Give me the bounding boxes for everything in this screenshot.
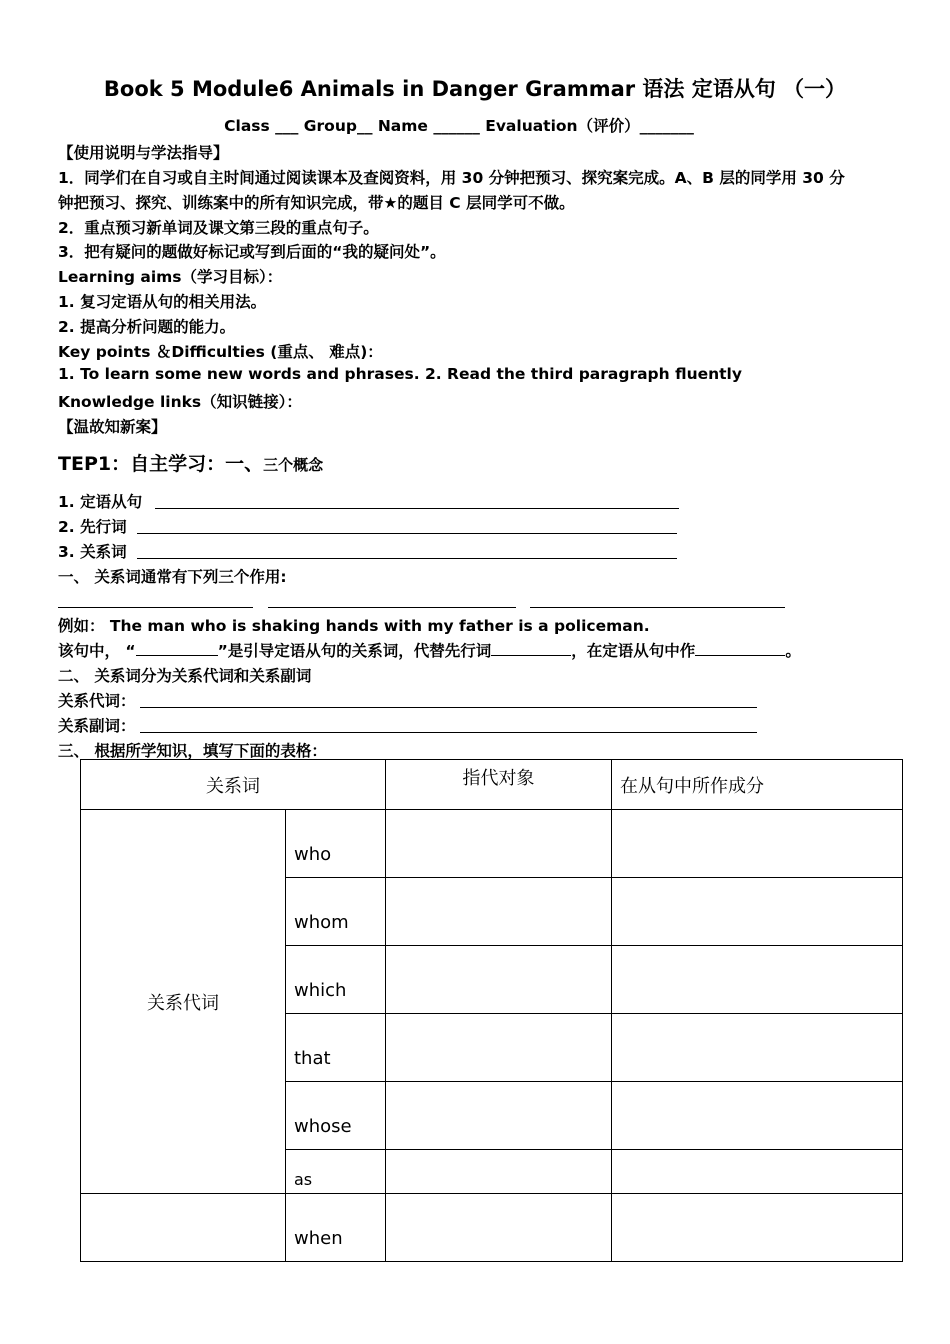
table-row-as: as	[286, 1150, 386, 1194]
relative-adverb-label: 关系副词：	[58, 717, 136, 735]
function-cell[interactable]	[612, 1082, 903, 1150]
concept-1-blank[interactable]	[155, 508, 679, 509]
antecedent-blank[interactable]	[491, 641, 571, 656]
section3-heading: 三、 根据所学知识，填写下面的表格：	[58, 742, 327, 760]
analysis-sentence	[58, 639, 801, 661]
function-cell[interactable]	[612, 1194, 903, 1262]
key-points-heading: Key points ＆Difficulties (重点、 难点)：	[58, 343, 383, 361]
function-blank-3[interactable]	[530, 607, 785, 608]
example-sentence: 例如： The man who is shaking hands with my father is a policeman.	[58, 617, 650, 635]
header-referent: 指代对象	[386, 760, 612, 810]
concept-3-blank[interactable]	[137, 558, 677, 559]
function-blank[interactable]	[695, 641, 785, 656]
guide-item-2: 2．重点预习新单词及课文第三段的重点句子。	[58, 219, 379, 237]
relative-pronoun-group-label: 关系代词	[81, 810, 286, 1194]
relative-adverb-blank[interactable]	[140, 732, 757, 733]
aims-heading: Learning aims（学习目标）：	[58, 268, 283, 286]
table-row-when: when	[286, 1194, 386, 1262]
guide-item-3: 3．把有疑问的题做好标记或写到后面的“我的疑问处”。	[58, 243, 446, 261]
analysis-part-c: ，在定语从句中作	[571, 642, 696, 660]
aims-item-1: 1. 复习定语从句的相关用法。	[58, 293, 267, 311]
step1-main: TEP1：自主学习：一、	[58, 453, 264, 475]
analysis-part-a: 该句中， “	[58, 642, 136, 660]
function-cell[interactable]	[612, 810, 903, 878]
referent-cell[interactable]	[386, 1150, 612, 1194]
function-cell[interactable]	[612, 1014, 903, 1082]
table-row	[81, 810, 903, 878]
referent-cell[interactable]	[386, 1014, 612, 1082]
table-row-who: who	[286, 810, 386, 878]
step1-heading	[58, 449, 323, 476]
header-function: 在从句中所作成分	[612, 760, 903, 810]
page-title: Book 5 Module6 Animals in Danger Grammar 语法 定语从句 （一）	[103, 77, 847, 101]
concept-3: 3. 关系词	[58, 543, 127, 561]
guide-heading: 【使用说明与学法指导】	[58, 144, 229, 162]
relative-word-blank[interactable]	[136, 641, 218, 656]
referent-cell[interactable]	[386, 1194, 612, 1262]
referent-cell[interactable]	[386, 810, 612, 878]
table-row-whom: whom	[286, 878, 386, 946]
analysis-part-d: 。	[785, 642, 801, 660]
concept-2: 2. 先行词	[58, 518, 127, 536]
table-row-that: that	[286, 1014, 386, 1082]
referent-cell[interactable]	[386, 1082, 612, 1150]
relative-pronoun-label: 关系代词：	[58, 692, 136, 710]
table-row-whose: whose	[286, 1082, 386, 1150]
referent-cell[interactable]	[386, 946, 612, 1014]
referent-cell[interactable]	[386, 878, 612, 946]
function-cell[interactable]	[612, 1150, 903, 1194]
step1-sub: 三个概念	[263, 456, 324, 474]
table-row-which: which	[286, 946, 386, 1014]
table-row	[81, 1194, 903, 1262]
section1-heading: 一、 关系词通常有下列三个作用:	[58, 568, 287, 586]
relative-adverb-group-label	[81, 1194, 286, 1262]
section2-heading: 二、 关系词分为关系代词和关系副词	[58, 667, 312, 685]
guide-item-1-line-1: 1．同学们在自习或自主时间通过阅读课本及查阅资料，用 30 分钟把预习、探究案完成。A、B 层的同学用 30 分	[58, 169, 845, 187]
function-cell[interactable]	[612, 878, 903, 946]
concept-1: 1. 定语从句	[58, 493, 143, 511]
aims-item-2: 2. 提高分析问题的能力。	[58, 318, 236, 336]
function-cell[interactable]	[612, 946, 903, 1014]
function-blank-2[interactable]	[268, 607, 516, 608]
relative-pronoun-blank[interactable]	[140, 707, 757, 708]
table-header-row	[81, 760, 903, 810]
review-heading: 【温故知新案】	[58, 418, 167, 436]
guide-item-1-line-2: 钟把预习、探究、训练案中的所有知识完成，带★的题目 C 层同学可不做。	[58, 194, 575, 212]
function-blank-1[interactable]	[58, 607, 253, 608]
relative-words-table	[80, 759, 903, 1262]
key-points-items: 1. To learn some new words and phrases. 2. Read the third paragraph fluently	[58, 365, 742, 383]
analysis-part-b: ”是引导定语从句的关系词，代替先行词	[217, 642, 492, 660]
header-relative-word: 关系词	[81, 760, 386, 810]
knowledge-links-heading: Knowledge links（知识链接）：	[58, 393, 302, 411]
student-info-line: Class ___ Group__ Name ______ Evaluation（评价）_______	[224, 117, 694, 135]
concept-2-blank[interactable]	[137, 533, 677, 534]
